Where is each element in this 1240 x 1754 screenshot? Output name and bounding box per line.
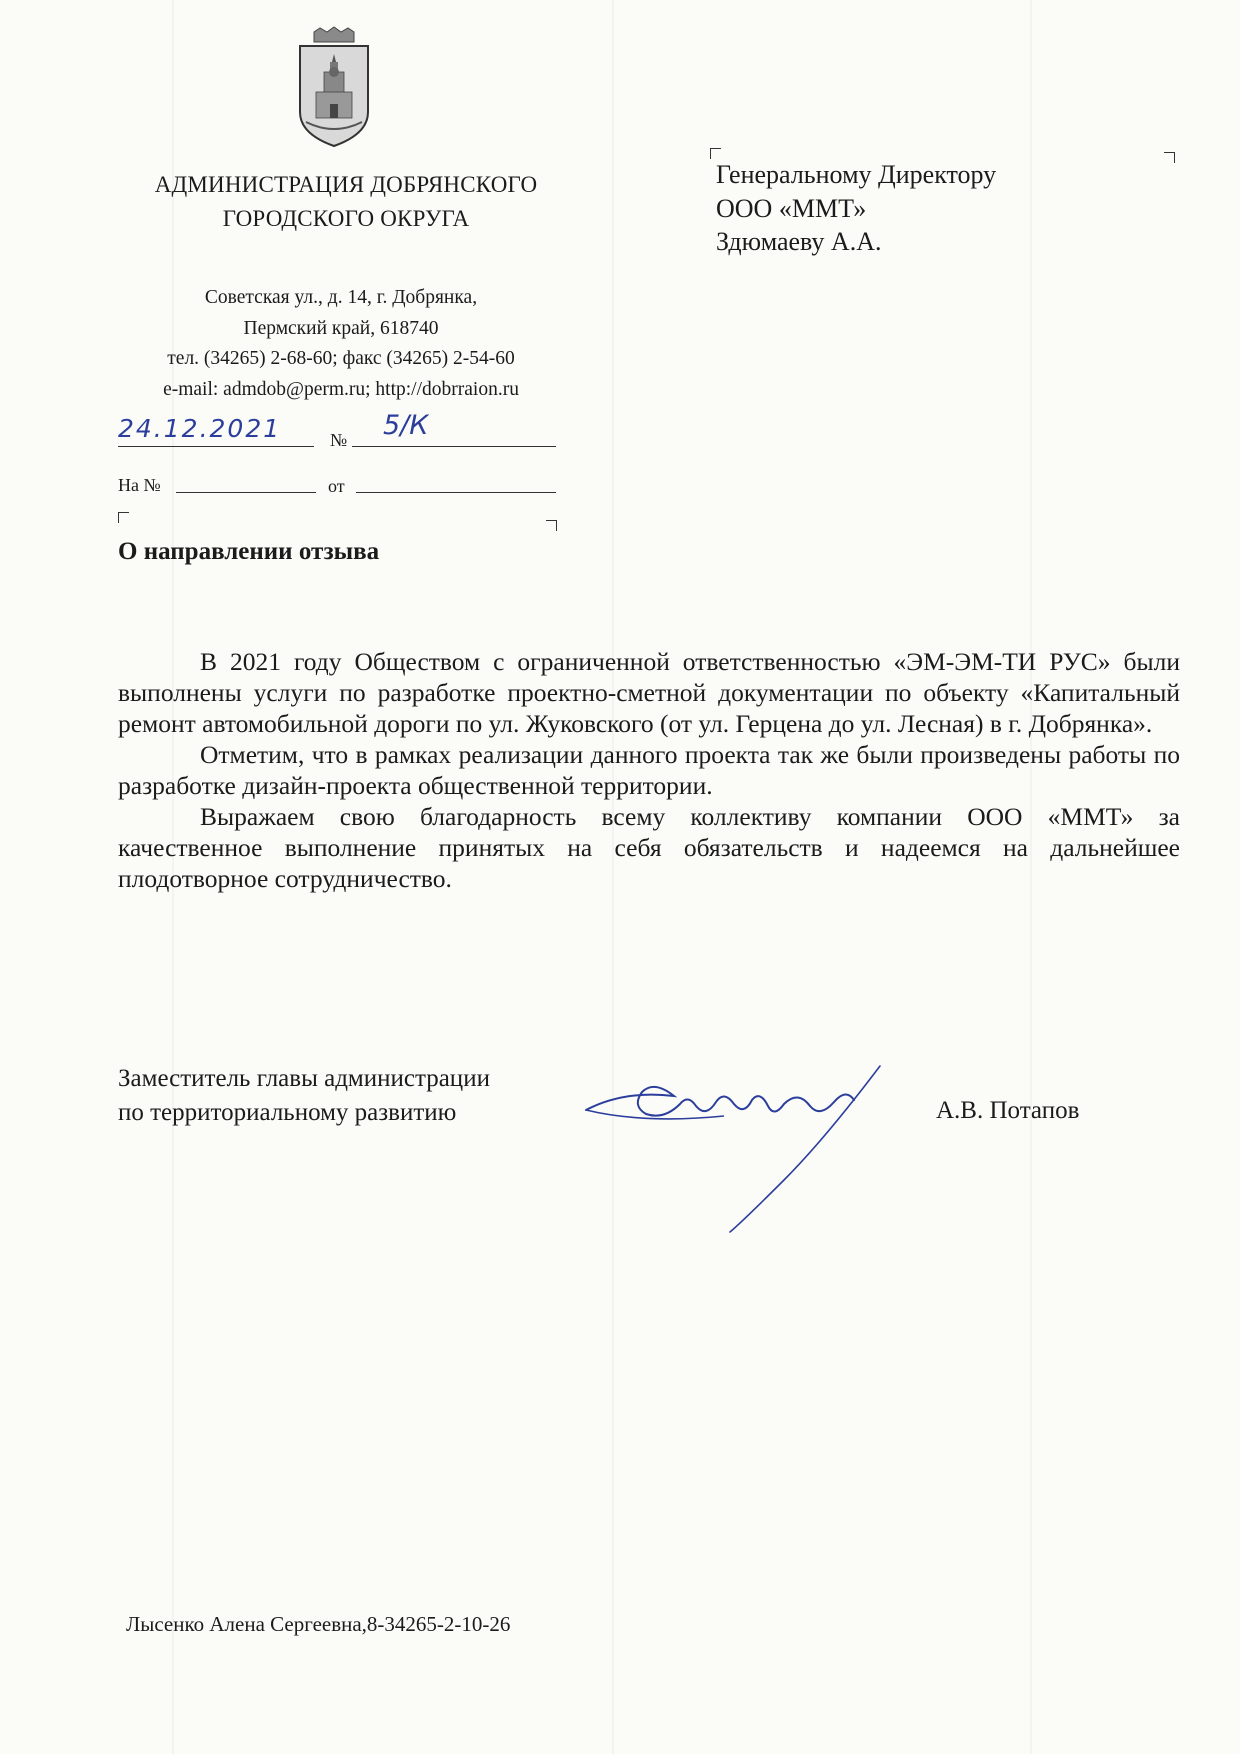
contacts-phone: тел. (34265) 2-68-60; факс (34265) 2-54-60: [167, 348, 515, 369]
body-paragraph: Отметим, что в рамках реализации данного проекта так же были произведены работы по разработке дизайн-проекта общественной территории.: [118, 740, 1180, 800]
corner-mark: [118, 512, 129, 523]
reply-to-label: На №: [118, 475, 161, 495]
number-underline: [352, 446, 556, 447]
recipient-line: Генеральному Директору: [716, 160, 997, 189]
coat-of-arms-emblem: [292, 26, 376, 150]
handwritten-signature: [584, 1060, 929, 1238]
signer-position: [118, 1062, 490, 1130]
outgoing-number: 5/К: [383, 410, 429, 441]
recipient-block: [716, 158, 996, 259]
organization-address: [110, 283, 572, 405]
address-line: Пермский край, 618740: [243, 317, 439, 339]
recipient-line: Здюмаеву А.А.: [716, 227, 882, 256]
corner-mark: [546, 520, 557, 531]
letter-body: [118, 646, 1180, 894]
signer-name: А.В. Потапов: [936, 1097, 1080, 1124]
executor-contact: Лысенко Алена Сергеевна,8-34265-2-10-26: [126, 1612, 511, 1636]
signer-position-line: Заместитель главы администрации: [118, 1065, 490, 1092]
body-paragraph: Выражаем свою благодарность всему коллективу компании ООО «ММТ» за качественное выполнение принятых на себя обязательств и надеемся на дальнейшее плодотворное сотрудничество.: [118, 802, 1180, 893]
date-underline: [118, 446, 314, 447]
reply-date-underline: [356, 492, 556, 493]
body-paragraph: В 2021 году Обществом с ограниченной ответственностью «ЭМ-ЭМ-ТИ РУС» были выполнены услуги по разработке проектно-сметной документации по объекту «Капитальный ремонт автомобильной дороги по ул. Жуковского (от ул. Герцена до ул. Лесная) в г. Добрянка».: [118, 647, 1180, 738]
reply-from-label: от: [328, 476, 345, 496]
organization-name: [120, 168, 572, 236]
outgoing-date: 24.12.2021: [118, 414, 282, 443]
signer-position-line: по территориальному развитию: [118, 1099, 457, 1126]
letter-subject: О направлении отзыва: [118, 538, 380, 565]
contacts-web: e-mail: admdob@perm.ru; http://dobrraion.ru: [163, 378, 519, 400]
number-label: №: [330, 430, 348, 450]
corner-mark: [1164, 152, 1175, 163]
reply-number-underline: [176, 492, 316, 493]
organization-name-line: ГОРОДСКОГО ОКРУГА: [222, 206, 470, 231]
address-line: Советская ул., д. 14, г. Добрянка,: [204, 287, 478, 308]
recipient-line: ООО «ММТ»: [716, 193, 867, 223]
organization-name-line: АДМИНИСТРАЦИЯ ДОБРЯНСКОГО: [154, 172, 538, 197]
